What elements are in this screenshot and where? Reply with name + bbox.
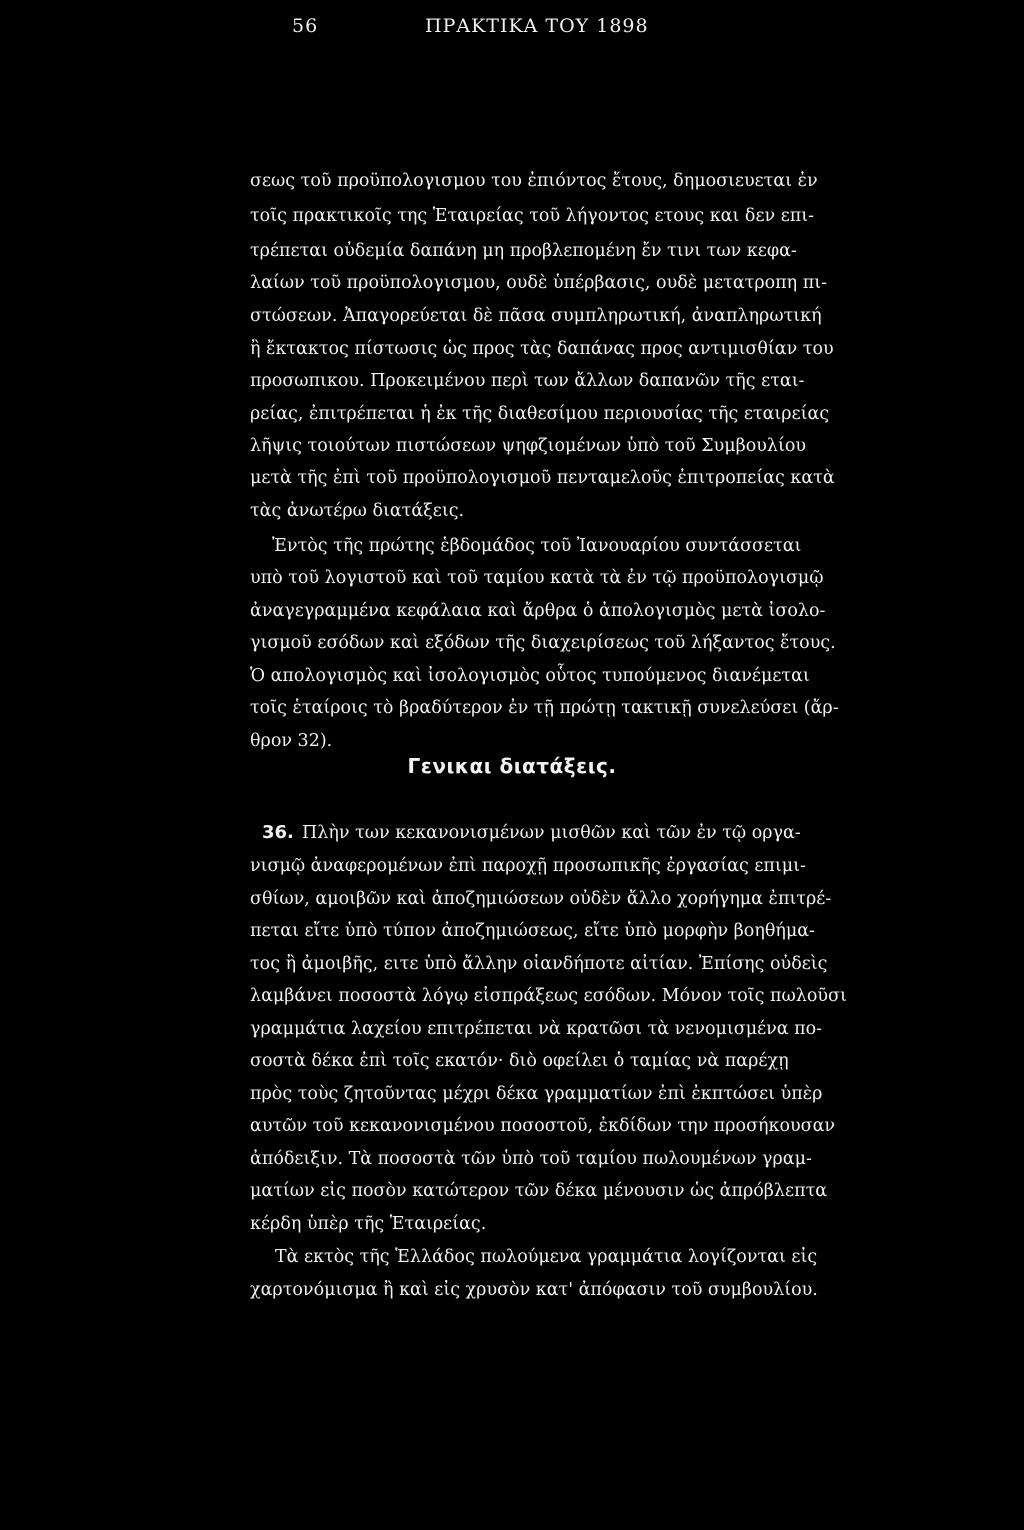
running-title: ΠΡΑΚΤΙΚΑ ΤΟΥ 1898	[425, 15, 649, 37]
line-text: τοῖς ἑταίροις τὸ βραδύτερον ἐν τῇ πρώτῃ τακτικῇ συνελεύσει (ἄρ-	[250, 698, 839, 718]
line-text: στώσεων. Ἀπαγορεύεται δὲ πᾶσα συμπληρωτική, ἀναπληρωτική	[250, 306, 822, 326]
line-text: τὰς ἀνωτέρω διατάξεις.	[250, 501, 465, 521]
line-text: λαμβάνει ποσοστὰ λόγῳ εἰσπράξεως εσόδων. Μόνον τοῖς πωλοῦσι	[250, 986, 847, 1006]
line-text: πρὸς τοὺς ζητοῦντας μέχρι δέκα γραμματίων ἐπὶ ἐκπτώσει ὑπὲρ	[250, 1084, 823, 1104]
line-text: χαρτονόμισμα ἢ καὶ εἰς χρυσὸν κατ' ἀπόφασιν τοῦ συμβουλίου.	[250, 1280, 818, 1300]
line-text: λαίων τοῦ προϋπολογισμου, ουδὲ ὑπέρβασις, ουδὲ μετατροπη πι-	[250, 273, 827, 293]
line-text: υπὸ τοῦ λογιστοῦ καὶ τοῦ ταμίου κατὰ τὰ ἐν τῷ προϋπολογισμῷ	[250, 568, 824, 588]
line-text: ἢ ἔκτακτος πίστωσις ὡς προς τὰς δαπάνας προς αντιμισθίαν του	[250, 339, 834, 359]
article-number: 36.	[262, 822, 294, 843]
line-text: νισμῷ ἀναφερομένων ἐπὶ παροχῇ προσωπικῆς ἐργασίας επιμι-	[250, 856, 806, 876]
line-text: κέρδη ὑπὲρ τῆς Ἑταιρείας.	[250, 1214, 487, 1234]
line-text: γισμοῦ εσόδων καὶ εξόδων τῆς διαχειρίσεως τοῦ λήξαντος ἔτους.	[250, 633, 836, 653]
line-text: τος ἢ ἀμοιβῆς, ειτε ὑπὸ ἄλλην οἱανδήποτε αἰτίαν. Ἐπίσης οὐδεὶς	[250, 954, 828, 974]
line-text: θρον 32).	[250, 731, 333, 751]
line-text: σθίων, αμοιβῶν καὶ ἀποζημιώσεων οὐδὲν ἄλλο χορήγημα ἐπιτρέ-	[250, 889, 832, 909]
line-text: αυτῶν τοῦ κεκανονισμένου ποσοστοῦ, ἐκδίδων την προσήκουσαν	[250, 1116, 836, 1136]
line-text: ρείας, ἐπιτρέπεται ἡ ἐκ τῆς διαθεσίμου περιουσίας τῆς εταιρείας	[250, 404, 830, 424]
line-text: Τὰ εκτὸς τῆς Ἑλλάδος πωλούμενα γραμμάτια λογίζονται εἰς	[275, 1247, 818, 1267]
line-text: ματίων εἰς ποσὸν κατώτερον τῶν δέκα μένουσιν ὡς ἀπρόβλεπτα	[250, 1181, 828, 1201]
line-text: λῆψις τοιούτων πιστώσεων ψηφζιομένων ὑπὸ τοῦ Συμβουλίου	[250, 436, 807, 456]
line-text: τρέπεται οὐδεμία δαπάνη μη προβλεπομένη ἔν τινι των κεφα-	[250, 241, 797, 261]
line-text: σεως τοῦ προϋπολογισμου του ἐπιόντος ἔτους, δημοσιευεται ἐν	[250, 171, 818, 191]
section-heading: Γενικαι διατάξεις.	[407, 754, 617, 778]
line-text: ἀπόδειξιν. Τὰ ποσοστὰ τῶν ὑπὸ τοῦ ταμίου πωλουμένων γραμ-	[250, 1149, 812, 1169]
line-text: ἀναγεγραμμένα κεφάλαια καὶ ἄρθρα ὁ ἀπολογισμὸς μετὰ ἰσολο-	[250, 601, 826, 621]
line-text: σοστὰ δέκα ἐπὶ τοῖς εκατόν· διὸ οφείλει ὁ ταμίας νὰ παρέχῃ	[250, 1051, 789, 1071]
line-text: Ἐντὸς τῆς πρώτης ἑβδομάδος τοῦ Ἰανουαρίου συντάσσεται	[272, 536, 802, 556]
line-text: τοῖς πρακτικοῖς της Ἑταιρείας τοῦ λήγοντος ετους και δεν επι-	[250, 206, 815, 226]
line-text: μετὰ τῆς ἐπὶ τοῦ προϋπολογισμοῦ πενταμελοῦς ἐπιτροπείας κατὰ	[250, 468, 835, 488]
line-text: πεται εἴτε ὑπὸ τύπον ἀποζημιώσεως, εἴτε ὑπὸ μορφὴν βοηθήμα-	[250, 921, 815, 941]
line-text: Πλὴν των κεκανονισμένων μισθῶν καὶ τῶν ἐν τῷ οργα-	[302, 823, 801, 843]
line-text: γραμμάτια λαχείου επιτρέπεται νὰ κρατῶσι τὰ νενομισμένα πο-	[250, 1019, 823, 1039]
line-text: Ὁ απολογισμὸς καὶ ἰσολογισμὸς οὗτος τυπούμενος διανέμεται	[250, 666, 810, 686]
line-text: προσωπικου. Προκειμένου περὶ των ἄλλων δαπανῶν τῆς εται-	[250, 371, 805, 391]
page-header	[0, 15, 1024, 39]
page-number: 56	[292, 15, 319, 37]
